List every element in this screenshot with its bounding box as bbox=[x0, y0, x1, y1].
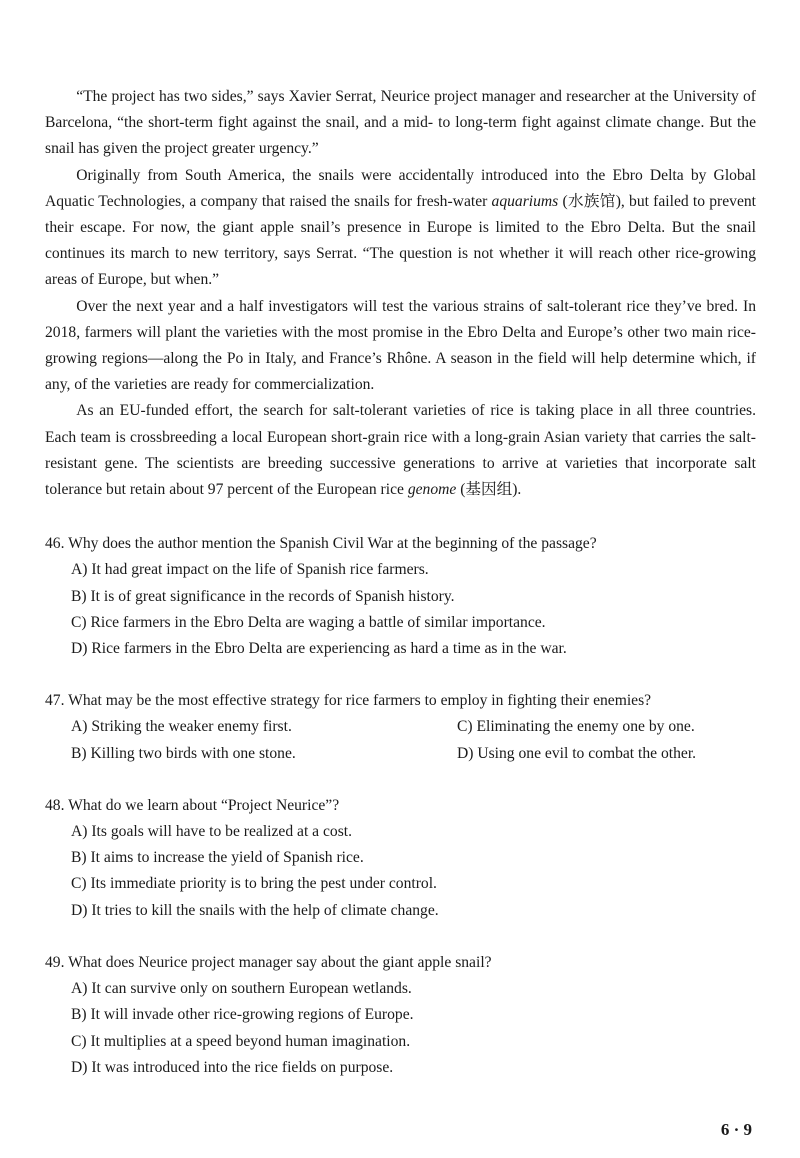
option-b: B) It will invade other rice-growing regions of Europe. bbox=[71, 1006, 414, 1024]
option-d: D) It tries to kill the snails with the help of climate change. bbox=[71, 901, 439, 919]
question-49 bbox=[45, 950, 756, 1081]
passage-paragraph-3 bbox=[45, 294, 756, 399]
option-b: B) Killing two birds with one stone. bbox=[71, 744, 296, 762]
question-47 bbox=[45, 688, 756, 767]
option-grid bbox=[45, 714, 756, 766]
question-stem: 47. What may be the most effective strategy for rice farmers to employ in fighting their enemies? bbox=[45, 692, 652, 710]
passage-text: “The project has two sides,” says Xavier Serrat, Neurice project manager and researcher at the University of Barcelona, “the short-term fight against the snail, and a mid- to long-term fight against climate change. But the snail has given the project greater urgency.” bbox=[45, 88, 756, 158]
option-a: A) Its goals will have to be realized at a cost. bbox=[71, 823, 353, 841]
passage-text: As an EU-funded effort, the search for salt-tolerant varieties of rice is taking place in all three countries. Each team is crossbreeding a local European short-grain rice with a long-grain Asian variety that carries the salt-resistant gene. The scientists are breeding successive generations to arrive at varieties that incorporate salt tolerance but retain about 97 percent of the European rice bbox=[45, 402, 756, 499]
italic-term: genome bbox=[407, 481, 457, 499]
question-48 bbox=[45, 793, 756, 924]
option-a: A) It can survive only on southern European wetlands. bbox=[71, 980, 412, 998]
passage-paragraph-1 bbox=[45, 84, 756, 163]
option-a: A) It had great impact on the life of Spanish rice farmers. bbox=[71, 561, 429, 579]
option-c: C) It multiplies at a speed beyond human imagination. bbox=[71, 1032, 411, 1050]
passage-text: (水族馆), but failed to prevent their escape. For now, the giant apple snail’s presence in Europe is limited to the Ebro Delta. But the snail continues its march to new territory, says Serrat. “The question is not whether it will reach other rice-growing areas of Europe, but when.” bbox=[45, 192, 756, 289]
option-c: C) Eliminating the enemy one by one. bbox=[457, 718, 695, 736]
passage-text: (基因组). bbox=[456, 481, 522, 499]
question-stem: 49. What does Neurice project manager say about the giant apple snail? bbox=[45, 953, 492, 971]
option-c: C) Rice farmers in the Ebro Delta are waging a battle of similar importance. bbox=[71, 613, 546, 631]
passage-paragraph-2 bbox=[45, 163, 756, 294]
italic-term: aquariums bbox=[491, 192, 559, 210]
question-stem: 48. What do we learn about “Project Neurice”? bbox=[45, 796, 340, 814]
option-c: C) Its immediate priority is to bring the pest under control. bbox=[71, 875, 437, 893]
option-b: B) It is of great significance in the records of Spanish history. bbox=[71, 587, 455, 605]
passage-paragraph-4 bbox=[45, 398, 756, 503]
page-number: 6 · 9 bbox=[720, 1120, 752, 1139]
option-b: B) It aims to increase the yield of Spanish rice. bbox=[71, 849, 364, 867]
question-stem: 46. Why does the author mention the Spanish Civil War at the beginning of the passage? bbox=[45, 535, 597, 553]
passage-text: Over the next year and a half investigators will test the various strains of salt-tolerant rice they’ve bred. In 2018, farmers will plant the varieties with the most promise in the Ebro Delta and Europe’s other two main rice-growing regions—along the Po in Italy, and France’s Rhône. A season in the field will help determine which, if any, of the varieties are ready for commercialization. bbox=[45, 297, 756, 394]
exam-page bbox=[45, 84, 756, 1081]
option-d: D) Rice farmers in the Ebro Delta are experiencing as hard a time as in the war. bbox=[71, 640, 567, 658]
option-a: A) Striking the weaker enemy first. bbox=[71, 718, 292, 736]
option-d: D) It was introduced into the rice fields on purpose. bbox=[71, 1058, 394, 1076]
option-d: D) Using one evil to combat the other. bbox=[457, 744, 697, 762]
passage-text: Originally from South America, the snails were accidentally introduced into the Ebro Delta by Global Aquatic Technologies, a company that raised the snails for fresh-water bbox=[45, 166, 756, 210]
question-46 bbox=[45, 531, 756, 662]
